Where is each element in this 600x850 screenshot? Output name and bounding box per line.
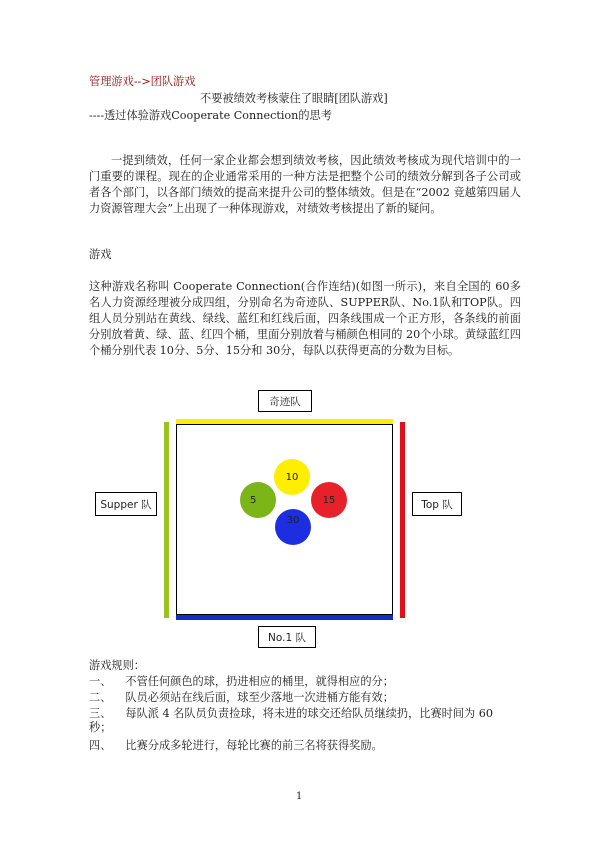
team-label-bottom: No.1 队 bbox=[258, 626, 316, 648]
rule-number: 三、 bbox=[89, 707, 112, 720]
rule-item bbox=[89, 707, 493, 721]
ball-blue bbox=[275, 509, 311, 545]
ball-green bbox=[240, 482, 276, 518]
page-number: 1 bbox=[296, 791, 303, 802]
rule-item-continuation: 秒； bbox=[89, 721, 112, 734]
page-title: 不要被绩效考核蒙住了眼睛[团队游戏] bbox=[200, 92, 388, 105]
team-label-left: Supper 队 bbox=[95, 492, 157, 516]
rule-text: 比赛分成多轮进行，每轮比赛的前三名将获得奖励。 bbox=[125, 739, 383, 752]
ball-blue-label: 30 bbox=[286, 515, 300, 526]
rule-item bbox=[89, 739, 383, 753]
green-line bbox=[164, 422, 169, 618]
game-description: 这种游戏名称叫 Cooperate Connection(合作连结)(如图一所示)，来自全国的 60多名人力资源经理被分成四组，分别命名为奇迹队、SUPPER队、No.1队和TOP队。四组人员分别站在黄线、绿线、蓝红和红线后面，四条线围成一个正方形，各条线的前面分别放着黄、绿、蓝、红四个桶，里面分别放着与桶颜色相同的 20个小球。黄绿蓝红四个桶分别代表 10分、5分、15分和 30分，每队以获得更高的分数为目标。 bbox=[89, 280, 521, 357]
rule-text: 队员必须站在线后面，球至少落地一次进桶方能有效； bbox=[125, 691, 394, 704]
ball-red-label: 15 bbox=[322, 494, 336, 506]
page-subtitle: ----透过体验游戏Cooperate Connection的思考 bbox=[89, 109, 332, 122]
ball-yellow bbox=[274, 459, 310, 495]
rule-text: 每队派 4 名队员负责捡球，将未进的球交还给队员继续扔，比赛时间为 60 bbox=[125, 707, 494, 720]
breadcrumb[interactable]: 管理游戏-->团队游戏 bbox=[89, 75, 196, 88]
team-label-right: Top 队 bbox=[412, 492, 462, 516]
ball-green-label: 5 bbox=[250, 494, 257, 506]
rule-item bbox=[89, 691, 394, 705]
section-heading-game: 游戏 bbox=[89, 248, 112, 261]
team-label-top: 奇迹队 bbox=[258, 390, 312, 412]
rule-item bbox=[89, 675, 394, 689]
ball-yellow-label: 10 bbox=[285, 471, 299, 483]
red-line bbox=[400, 422, 405, 618]
rule-text: 不管任何颜色的球，扔进相应的桶里，就得相应的分； bbox=[125, 675, 394, 688]
ball-red bbox=[311, 482, 347, 518]
blue-line bbox=[176, 615, 393, 620]
rule-number: 一、 bbox=[89, 675, 112, 688]
rules-heading: 游戏规则： bbox=[89, 659, 145, 672]
rule-number: 二、 bbox=[89, 691, 112, 704]
rule-number: 四、 bbox=[89, 739, 112, 752]
intro-paragraph: 一提到绩效，任何一家企业都会想到绩效考核，因此绩效考核成为现代培训中的一门重要的课程。现在的企业通常采用的一种方法是把整个公司的绩效分解到各子公司或者各个部门，以各部门绩效的提高来提升公司的整体绩效。但是在“2002 竞越第四届人力资源管理大会”上出现了一种体现游戏，对绩效考核提出了新的疑问。 bbox=[89, 154, 521, 215]
